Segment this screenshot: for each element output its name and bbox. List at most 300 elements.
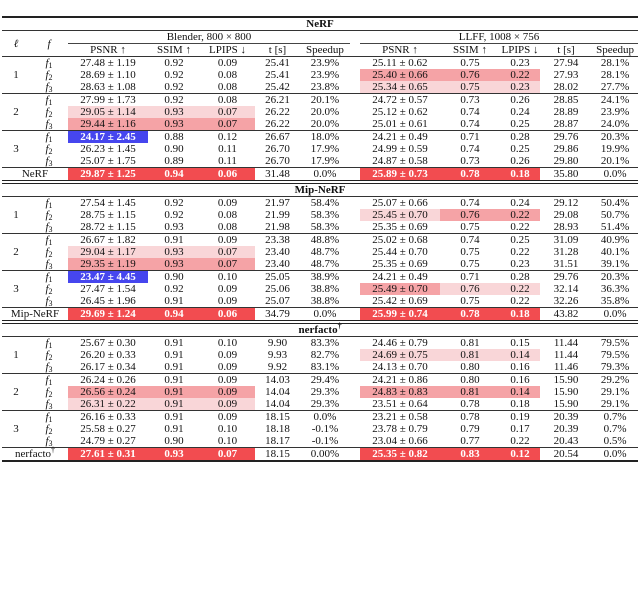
gap-cell	[350, 361, 360, 374]
llff-value: 25.45 ± 0.70	[360, 209, 440, 221]
llff-value: 29.86	[553, 143, 579, 155]
function-index: 3	[48, 262, 53, 271]
function-symbol: f	[45, 271, 49, 283]
blender-value: 0.08	[217, 69, 238, 81]
function-index: 3	[48, 159, 53, 168]
llff-value: 0.78	[440, 168, 500, 183]
blender-value: -0.1%	[311, 423, 339, 435]
table-row	[2, 246, 638, 258]
function-symbol: f	[45, 246, 49, 258]
llff-value: 20.3%	[592, 131, 638, 144]
function-cell	[30, 295, 68, 308]
llff-value: 79.5%	[600, 349, 630, 361]
blender-value: 48.7%	[310, 246, 340, 258]
gap-cell	[350, 349, 360, 361]
blender-value: 27.47 ± 1.54	[80, 283, 136, 295]
function-index: 2	[48, 73, 53, 82]
gap-cell	[350, 131, 360, 144]
function-cell	[30, 374, 68, 387]
llff-value: 25.01 ± 0.61	[372, 118, 428, 130]
blender-value: 0.06	[200, 308, 255, 323]
blender-value: 38.8%	[310, 283, 340, 295]
llff-value: 20.54	[540, 448, 592, 462]
header-gap	[350, 31, 360, 44]
function-symbol: f	[45, 435, 49, 447]
llff-value: 0.74	[440, 197, 500, 210]
level-cell: 2	[2, 94, 30, 131]
blender-value: 0.07	[200, 246, 255, 258]
blender-value: 25.05	[255, 271, 300, 284]
function-index: 3	[48, 225, 53, 234]
blender-value: 9.92	[267, 361, 288, 373]
llff-value: 24.21 ± 0.49	[360, 271, 440, 284]
gap-cell	[350, 143, 360, 155]
blender-value: 23.9%	[300, 57, 350, 70]
function-index: 1	[48, 201, 53, 210]
blender-value: 0.91	[164, 295, 184, 307]
llff-value: 28.87	[553, 118, 579, 130]
llff-value: 20.39	[553, 423, 579, 435]
table-row	[2, 155, 638, 168]
column-header: PSNR ↑	[382, 44, 418, 56]
llff-value: 25.02 ± 0.68	[360, 234, 440, 247]
table-row	[2, 411, 638, 424]
blender-value: 0.09	[200, 234, 255, 247]
table-row	[2, 57, 638, 70]
blender-value: 0.93	[148, 246, 200, 258]
llff-value: 28.93	[553, 221, 579, 233]
table-row	[2, 106, 638, 118]
blender-value: 23.9%	[310, 69, 340, 81]
llff-value: 24.21 ± 0.49	[360, 131, 440, 144]
table-row	[2, 374, 638, 387]
llff-value: 25.34 ± 0.65	[360, 81, 440, 94]
function-index: 1	[48, 135, 53, 144]
level-cell: 1	[2, 197, 30, 234]
blender-value: 0.08	[217, 221, 238, 233]
blender-value: 0.06	[200, 168, 255, 183]
llff-value: 50.4%	[592, 197, 638, 210]
function-index: 3	[48, 85, 53, 94]
gap-cell	[350, 209, 360, 221]
blender-value: 0.92	[148, 57, 200, 70]
llff-value: 0.22	[510, 435, 530, 447]
function-index: 3	[48, 299, 53, 308]
llff-value: 24.0%	[600, 118, 630, 130]
blender-value: 0.0%	[300, 168, 350, 183]
blender-value: 0.88	[148, 131, 200, 144]
blender-value: 9.90	[255, 337, 300, 350]
function-symbol: f	[45, 234, 49, 246]
blender-value: 25.41	[255, 57, 300, 70]
llff-value: 0.74	[460, 106, 480, 118]
llff-value: 39.1%	[600, 258, 630, 270]
blender-value: 38.8%	[310, 295, 340, 307]
function-index: 2	[48, 110, 53, 119]
function-symbol: f	[45, 398, 49, 410]
blender-value: 25.67 ± 0.30	[68, 337, 148, 350]
level-cell: 3	[2, 411, 30, 448]
llff-value: 23.78 ± 0.79	[372, 423, 428, 435]
blender-value: 23.47 ± 4.45	[68, 271, 148, 284]
level-cell: 2	[2, 234, 30, 271]
gap-cell	[350, 283, 360, 295]
llff-value: 20.43	[553, 435, 579, 447]
llff-value: 0.14	[500, 349, 540, 361]
blender-value: 34.79	[255, 308, 300, 323]
blender-value: 20.0%	[310, 118, 340, 130]
table-row	[2, 221, 638, 234]
blender-value: 0.09	[200, 386, 255, 398]
llff-value: 29.80	[553, 155, 579, 167]
blender-value: 0.08	[200, 94, 255, 107]
function-index: 2	[48, 250, 53, 259]
header-blender: Blender, 800 × 800	[68, 31, 350, 44]
blender-value: 48.7%	[310, 258, 340, 270]
llff-value: 0.78	[460, 398, 480, 410]
llff-value: 79.5%	[592, 337, 638, 350]
llff-value: 0.17	[510, 423, 530, 435]
blender-value: 48.8%	[300, 234, 350, 247]
function-index: 2	[48, 287, 53, 296]
blender-value: 17.9%	[310, 155, 340, 167]
section-title-text: NeRF	[306, 18, 334, 30]
llff-value: 40.1%	[600, 246, 630, 258]
llff-value: 0.15	[500, 337, 540, 350]
blender-value: 0.94	[148, 168, 200, 183]
llff-value: 25.35 ± 0.82	[360, 448, 440, 462]
blender-value: 31.48	[255, 168, 300, 183]
blender-value: 29.35 ± 1.19	[68, 258, 148, 271]
table-row	[2, 209, 638, 221]
function-index: 1	[48, 275, 53, 284]
function-symbol: f	[45, 349, 49, 361]
blender-value: 14.04	[265, 386, 290, 398]
blender-value: 18.18	[265, 423, 290, 435]
baseline-row	[2, 448, 638, 462]
header-f: f	[30, 31, 68, 57]
section-title-row	[2, 322, 638, 337]
llff-value: 25.12 ± 0.62	[372, 106, 428, 118]
blender-value: 0.09	[200, 411, 255, 424]
blender-value: 0.10	[200, 271, 255, 284]
blender-value: 27.61 ± 0.31	[68, 448, 148, 462]
function-symbol: f	[45, 155, 49, 167]
blender-value: 29.3%	[310, 398, 340, 410]
column-header: PSNR ↑	[90, 44, 126, 56]
section-title	[2, 322, 638, 337]
llff-value: 29.2%	[592, 374, 638, 387]
blender-value: 25.42	[265, 81, 290, 93]
gap-cell	[350, 118, 360, 131]
llff-value: 15.90	[540, 374, 592, 387]
blender-value: 26.21	[255, 94, 300, 107]
function-index: 2	[48, 213, 53, 222]
blender-value: 23.40	[265, 246, 290, 258]
llff-value: 43.82	[540, 308, 592, 323]
blender-value: 18.0%	[300, 131, 350, 144]
llff-value: 0.76	[440, 69, 500, 81]
llff-value: 11.46	[553, 361, 579, 373]
table-row	[2, 361, 638, 374]
gap-cell	[350, 423, 360, 435]
blender-value: 83.3%	[300, 337, 350, 350]
blender-value: 0.12	[200, 131, 255, 144]
llff-value: 79.3%	[600, 361, 630, 373]
blender-value: 0.07	[200, 118, 255, 131]
function-cell	[30, 361, 68, 374]
llff-value: 29.1%	[600, 398, 630, 410]
baseline-name: Mip-NeRF	[10, 308, 60, 320]
function-cell	[30, 337, 68, 350]
llff-value: 0.81	[440, 386, 500, 398]
llff-value: 0.80	[440, 374, 500, 387]
llff-value: 0.5%	[603, 435, 627, 447]
table-row	[2, 435, 638, 448]
function-index: 1	[48, 238, 53, 247]
llff-value: 27.94	[540, 57, 592, 70]
llff-value: 31.09	[540, 234, 592, 247]
level-cell: 2	[2, 374, 30, 411]
blender-value: 0.93	[148, 448, 200, 462]
llff-value: 24.99 ± 0.59	[372, 143, 428, 155]
blender-value: 0.10	[200, 337, 255, 350]
function-index: 1	[48, 98, 53, 107]
llff-value: 0.18	[500, 308, 540, 323]
llff-value: 0.22	[510, 246, 530, 258]
blender-value: 0.90	[148, 271, 200, 284]
blender-value: 29.05 ± 1.14	[68, 106, 148, 118]
blender-value: 29.44 ± 1.16	[68, 118, 148, 131]
llff-value: 0.7%	[592, 411, 638, 424]
blender-value: 26.16 ± 0.33	[68, 411, 148, 424]
blender-value: 0.91	[164, 349, 184, 361]
column-header: Speedup	[596, 44, 634, 56]
function-cell	[30, 271, 68, 284]
blender-value: 0.09	[200, 57, 255, 70]
llff-value: 0.26	[500, 94, 540, 107]
llff-value: 25.89 ± 0.73	[360, 168, 440, 183]
blender-value: 0.94	[148, 308, 200, 323]
function-symbol: f	[45, 131, 49, 143]
blender-value: 83.1%	[310, 361, 340, 373]
blender-value: 0.93	[148, 118, 200, 131]
llff-value: 0.75	[440, 57, 500, 70]
blender-value: 0.09	[217, 283, 238, 295]
blender-value: 38.9%	[300, 271, 350, 284]
llff-value: 24.87 ± 0.58	[372, 155, 428, 167]
function-cell	[30, 435, 68, 448]
gap-cell	[350, 94, 360, 107]
header-row-datasets	[2, 31, 638, 44]
llff-value: 0.76	[440, 209, 500, 221]
blender-value: 0.09	[217, 349, 238, 361]
llff-value: 0.22	[500, 209, 540, 221]
llff-value: 40.9%	[592, 234, 638, 247]
blender-value: 0.07	[200, 448, 255, 462]
table-row	[2, 131, 638, 144]
level-cell: 3	[2, 131, 30, 168]
function-symbol: f	[45, 143, 49, 155]
blender-value: 82.7%	[310, 349, 340, 361]
blender-value: 26.70	[265, 143, 290, 155]
table-row	[2, 295, 638, 308]
llff-value: 25.44 ± 0.70	[372, 246, 428, 258]
blender-value: 0.91	[164, 361, 184, 373]
blender-value: 0.10	[217, 435, 238, 447]
blender-value: 28.72 ± 1.15	[80, 221, 136, 233]
llff-value: 24.13 ± 0.70	[372, 361, 428, 373]
function-symbol: f	[45, 423, 49, 435]
baseline-label	[2, 168, 68, 183]
llff-value: 0.75	[460, 295, 480, 307]
llff-value: 24.69 ± 0.75	[360, 349, 440, 361]
gap-cell	[350, 155, 360, 168]
function-index: 2	[48, 353, 53, 362]
function-symbol: f	[45, 283, 49, 295]
function-symbol: f	[45, 361, 49, 373]
blender-value: 21.99	[265, 209, 290, 221]
function-symbol: f	[45, 209, 49, 221]
llff-value: 15.90	[553, 386, 579, 398]
llff-value: 0.75	[440, 81, 500, 94]
llff-value: 0.77	[460, 435, 480, 447]
llff-value: 51.4%	[600, 221, 630, 233]
llff-value: 0.80	[460, 361, 480, 373]
function-symbol: f	[45, 337, 49, 349]
header-l: ℓ	[2, 31, 30, 57]
table-row	[2, 94, 638, 107]
header-row-metrics	[2, 44, 638, 57]
llff-value: 15.90	[553, 398, 579, 410]
llff-value: 0.73	[440, 94, 500, 107]
function-cell	[30, 398, 68, 411]
blender-value: 0.91	[148, 386, 200, 398]
table-row	[2, 398, 638, 411]
column-header: LPIPS ↓	[209, 44, 246, 56]
blender-value: 29.3%	[310, 386, 340, 398]
blender-value: 29.87 ± 1.25	[68, 168, 148, 183]
table-row	[2, 197, 638, 210]
llff-value: 0.23	[500, 57, 540, 70]
llff-value: 28.1%	[600, 69, 630, 81]
table-row	[2, 69, 638, 81]
blender-value: 0.90	[164, 143, 184, 155]
blender-value: 0.92	[148, 94, 200, 107]
gap-cell	[350, 386, 360, 398]
gap-cell	[350, 374, 360, 387]
llff-value: 28.02	[553, 81, 579, 93]
blender-value: 0.91	[148, 337, 200, 350]
llff-value: 32.26	[553, 295, 579, 307]
table-row	[2, 258, 638, 271]
function-cell	[30, 349, 68, 361]
blender-value: 0.93	[148, 106, 200, 118]
level-cell: 1	[2, 337, 30, 374]
llff-value: 0.0%	[592, 168, 638, 183]
function-cell	[30, 386, 68, 398]
function-cell	[30, 155, 68, 168]
function-index: 3	[48, 402, 53, 411]
llff-value: 23.51 ± 0.64	[372, 398, 428, 410]
function-cell	[30, 131, 68, 144]
column-header: t [s]	[557, 44, 575, 56]
blender-value: 0.92	[148, 197, 200, 210]
llff-value: 0.23	[500, 81, 540, 94]
llff-value: 0.81	[440, 337, 500, 350]
blender-value: 26.70	[265, 155, 290, 167]
function-symbol: f	[45, 374, 49, 386]
function-cell	[30, 143, 68, 155]
llff-value: 29.1%	[600, 386, 630, 398]
function-index: 3	[48, 365, 53, 374]
blender-value: 0.91	[164, 423, 184, 435]
blender-value: 27.48 ± 1.19	[68, 57, 148, 70]
blender-value: 0.08	[217, 81, 238, 93]
blender-value: 58.4%	[300, 197, 350, 210]
blender-value: 26.31 ± 0.22	[68, 398, 148, 411]
baseline-label	[2, 308, 68, 323]
function-symbol: f	[45, 69, 49, 81]
function-cell	[30, 423, 68, 435]
blender-value: 0.08	[217, 209, 238, 221]
llff-value: 23.21 ± 0.58	[360, 411, 440, 424]
llff-value: 19.9%	[600, 143, 630, 155]
blender-value: 0.0%	[300, 308, 350, 323]
blender-value: 29.04 ± 1.17	[68, 246, 148, 258]
llff-value: 0.14	[500, 386, 540, 398]
table-row	[2, 234, 638, 247]
function-cell	[30, 118, 68, 131]
blender-value: 9.93	[267, 349, 288, 361]
llff-value: 0.74	[460, 118, 480, 130]
llff-value: 50.7%	[600, 209, 630, 221]
llff-value: 0.25	[510, 143, 530, 155]
blender-value: 26.24 ± 0.26	[68, 374, 148, 387]
column-header: SSIM ↑	[157, 44, 191, 56]
blender-value: 58.3%	[310, 221, 340, 233]
blender-value: 20.0%	[310, 106, 340, 118]
llff-value: 0.28	[500, 271, 540, 284]
llff-value: 0.18	[510, 398, 530, 410]
llff-value: 25.35 ± 0.69	[372, 221, 428, 233]
llff-value: 32.14	[553, 283, 579, 295]
column-header: SSIM ↑	[453, 44, 487, 56]
llff-value: 0.75	[460, 246, 480, 258]
baseline-row	[2, 308, 638, 323]
blender-value: 26.17 ± 0.34	[80, 361, 136, 373]
function-cell	[30, 234, 68, 247]
gap-cell	[350, 258, 360, 271]
table-row	[2, 423, 638, 435]
blender-value: 21.98	[265, 221, 290, 233]
blender-value: 0.90	[164, 435, 184, 447]
function-index: 3	[48, 439, 53, 448]
llff-value: 0.12	[500, 448, 540, 462]
llff-value: 0.22	[500, 69, 540, 81]
table-row	[2, 271, 638, 284]
blender-value: 25.41	[265, 69, 290, 81]
llff-value: 0.18	[500, 168, 540, 183]
blender-value: 0.09	[200, 197, 255, 210]
blender-value: 14.04	[265, 398, 290, 410]
llff-value: 29.12	[540, 197, 592, 210]
function-cell	[30, 221, 68, 234]
llff-value: 23.9%	[600, 106, 630, 118]
blender-value: 0.07	[200, 106, 255, 118]
table-row	[2, 349, 638, 361]
llff-value: 24.46 ± 0.79	[360, 337, 440, 350]
